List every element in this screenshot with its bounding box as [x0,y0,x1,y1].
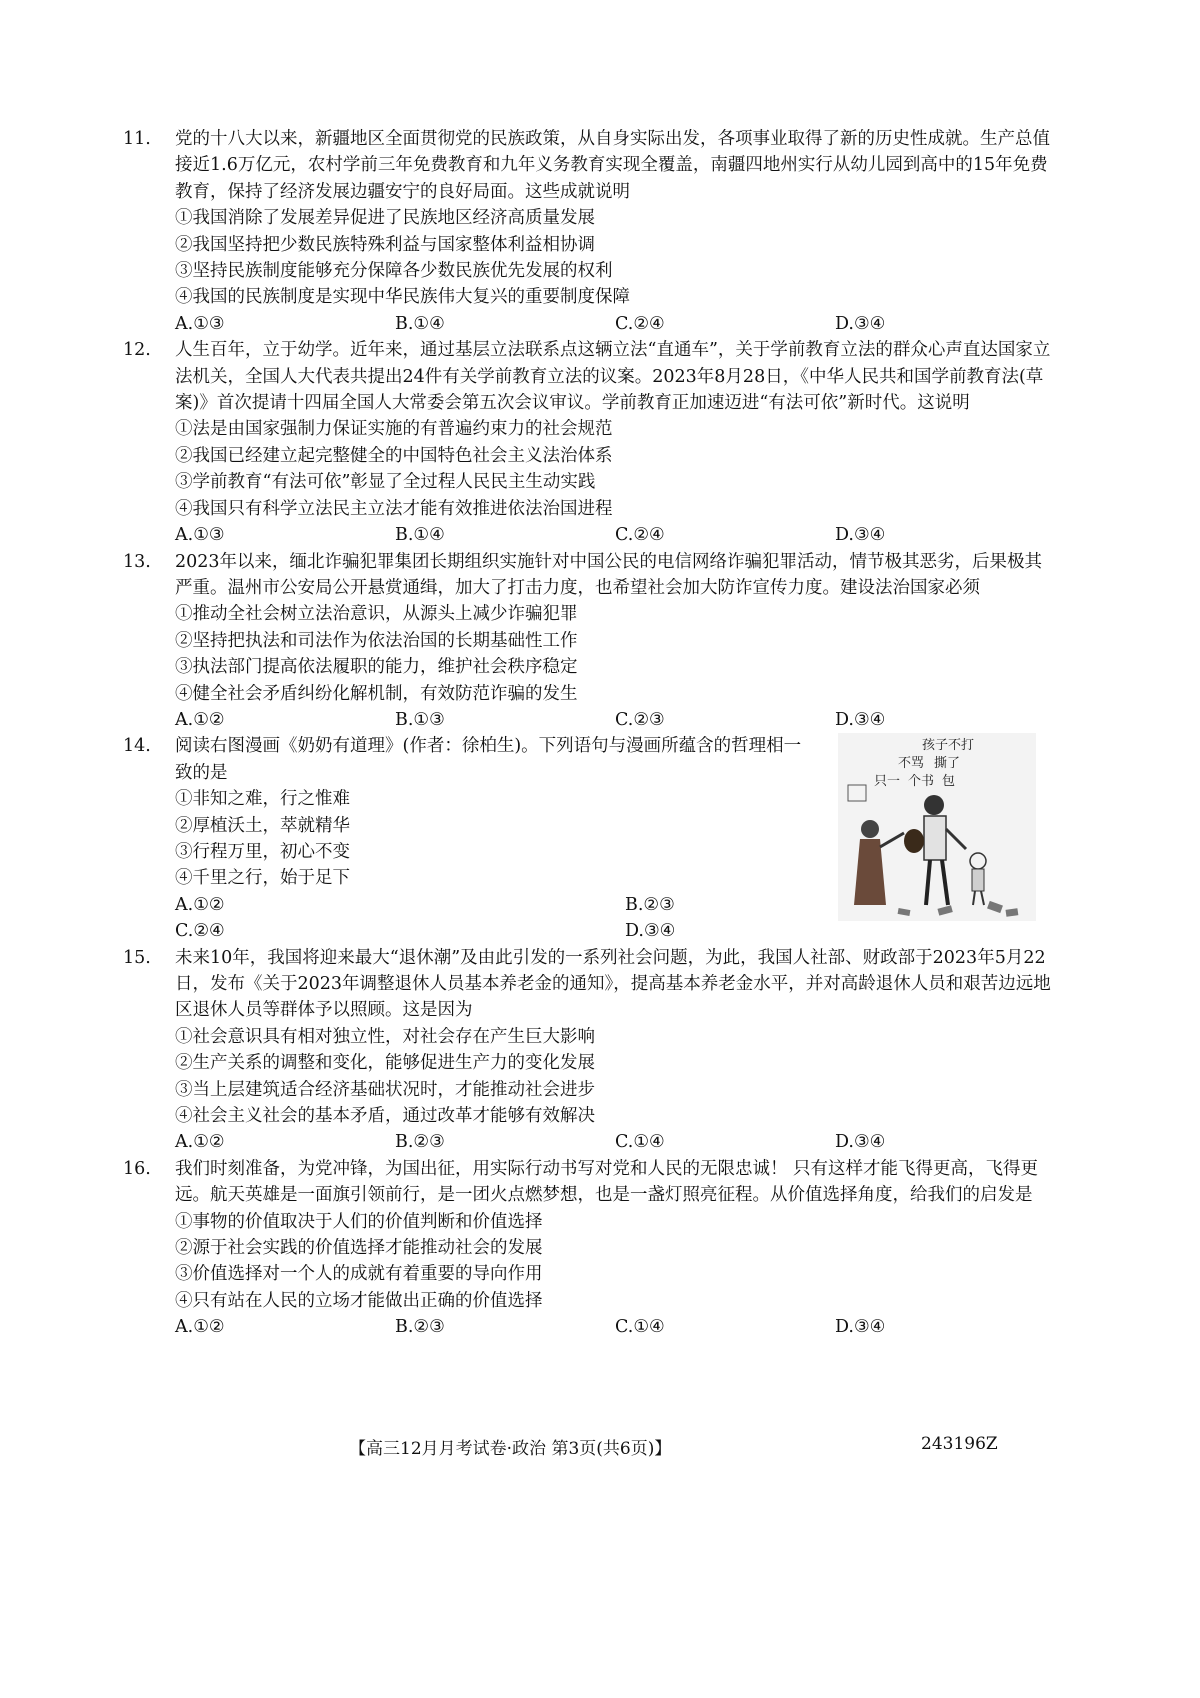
option-2: ②厚植沃土，萃就精华 [175,815,350,836]
question-stem: 人生百年，立于幼学。近年来，通过基层立法联系点这辆立法“直通车”，关于学前教育立法的群众心声直达国家立法机关，全国人大代表共提出24件有关学前教育立法的议案。2023年8月28日，《中华人民共和国学前教育法(草案)》首次提请十四届全国人大常委会第五次会议审议。学前教育正加速迈进“有法可依”新时代。这说明 [175,340,1051,414]
question-number: 12. [123,340,151,361]
option-1: ①法是由国家强制力保证实施的有普遍约束力的社会规范 [175,419,613,440]
question-number: 13. [123,551,151,572]
caption-col-5: 个书 [908,774,935,790]
question-13 [123,549,1058,734]
option-1: ①推动全社会树立法治意识，从源头上减少诈骗犯罪 [175,604,578,625]
option-1: ①社会意识具有相对独立性，对社会存在产生巨大影响 [175,1026,595,1047]
option-2: ②我国已经建立起完整健全的中国特色社会主义法治体系 [175,445,613,466]
question-list [123,126,1058,1341]
option-4: ④社会主义社会的基本矛盾，通过改革才能够有效解决 [175,1106,595,1127]
option-4: ④只有站在人民的立场才能做出正确的价值选择 [175,1290,543,1311]
choice-c: C.②③ [615,709,665,730]
caption-col-1: 孩子不打 [922,738,975,754]
footer-title: 【高三12月月考试卷·政治 第3页(共6页)】 [349,1439,672,1459]
option-3: ③当上层建筑适合经济基础状况时，才能推动社会进步 [175,1079,595,1100]
choice-a: A.①② [175,1132,225,1153]
option-1: ①我国消除了发展差异促进了民族地区经济高质量发展 [175,208,595,229]
option-3: ③坚持民族制度能够充分保障各少数民族优先发展的权利 [175,261,613,282]
caption-col-4: 只一 [874,774,901,790]
caption-col-6: 包 [942,774,956,790]
choice-c: C.①④ [615,1317,665,1338]
option-2: ②坚持把执法和司法作为依法治国的长期基础性工作 [175,630,578,651]
school-bag [904,829,924,853]
choice-d: D.③④ [835,1317,886,1338]
option-2: ②生产关系的调整和变化，能够促进生产力的变化发展 [175,1053,595,1074]
question-14 [123,733,1058,944]
question-stem: 2023年以来，缅北诈骗犯罪集团长期组织实施针对中国公民的电信网络诈骗犯罪活动，情节极其恶劣，后果极其严重。温州市公安局公开悬赏通缉，加大了打击力度，也希望社会加大防诈宣传力度。建设法治国家必须 [175,551,1043,598]
question-stem: 阅读右图漫画《奶奶有道理》(作者：徐柏生)。下列语句与漫画所蕴含的哲理相一致的是 [175,736,802,783]
choice-c: C.①④ [615,1132,665,1153]
option-3: ③价值选择对一个人的成就有着重要的导向作用 [175,1264,543,1285]
question-number: 14. [123,736,151,757]
question-15 [123,945,1058,1156]
option-2: ②源于社会实践的价值选择才能推动社会的发展 [175,1238,543,1259]
caption-col-3: 撕了 [934,756,961,772]
choice-a: A.①③ [175,525,225,546]
choice-d: D.③④ [625,921,676,942]
choice-c: C.②④ [615,313,665,334]
option-4: ④我国只有科学立法民主立法才能有效推进依法治国进程 [175,498,613,519]
option-3: ③行程万里，初心不变 [175,841,350,862]
cartoon-illustration [838,733,1036,921]
question-stem: 我们时刻准备，为党冲锋，为国出征，用实际行动书写对党和人民的无限忠诚！ 只有这样才能飞得更高，飞得更远。航天英雄是一面旗引领前行，是一团火点燃梦想，也是一盏灯照亮征程。从价值选择角度，给我们的启发是 [175,1158,1039,1206]
footer-code: 243196Z [921,1434,998,1454]
option-4: ④我国的民族制度是实现中华民族伟大复兴的重要制度保障 [175,287,630,308]
answer-choices [148,522,1058,548]
option-3: ③执法部门提高依法履职的能力，维护社会秩序稳定 [175,657,578,678]
choice-d: D.③④ [835,313,886,334]
answer-choices [148,311,1058,337]
option-3: ③学前教育“有法可依”彰显了全过程人民民主生动实践 [175,472,596,493]
choice-b: B.①④ [395,525,445,546]
option-1: ①非知之难，行之惟难 [175,789,350,810]
question-number: 15. [123,947,151,968]
choice-a: A.①② [175,894,225,915]
choice-b: B.①④ [395,313,445,334]
answer-choices [148,1129,1058,1155]
option-1: ①事物的价值取决于人们的价值判断和价值选择 [175,1211,543,1232]
choice-d: D.③④ [835,709,886,730]
option-4: ④千里之行，始于足下 [175,868,350,889]
page-footer [0,1434,1200,1464]
choice-b: B.②③ [395,1317,445,1338]
answer-choices [148,1314,1058,1340]
question-16 [123,1156,1058,1341]
choice-d: D.③④ [835,525,886,546]
question-stem: 未来10年，我国将迎来最大“退休潮”及由此引发的一系列社会问题，为此，我国人社部、财政部于2023年5月22日，发布《关于2023年调整退休人员基本养老金的通知》，提高基本养老金水平，并对高龄退休人员和艰苦边远地区退休人员等群体予以照顾。这是因为 [175,947,1051,1021]
question-number: 11. [123,129,151,149]
question-11 [123,126,1058,337]
answer-choices [148,707,1058,733]
choice-a: A.①② [175,1317,225,1338]
question-12 [123,337,1058,548]
choice-d: D.③④ [835,1132,886,1153]
choice-c: C.②④ [615,525,665,546]
question-number: 16. [123,1158,151,1179]
question-stem: 党的十八大以来，新疆地区全面贯彻党的民族政策，从自身实际出发，各项事业取得了新的历史性成就。生产总值接近1.6万亿元，农村学前三年免费教育和九年义务教育实现全覆盖，南疆四地州实行从幼儿园到高中的15年免费教育，保持了经济发展边疆安宁的良好局面。这些成就说明 [175,129,1050,202]
caption-col-2: 不骂 [898,756,925,772]
choice-b: B.①③ [395,709,445,730]
choice-c: C.②④ [175,921,225,942]
choice-a: A.①③ [175,313,225,334]
choice-b: B.②③ [625,894,675,915]
option-4: ④健全社会矛盾纠纷化解机制，有效防范诈骗的发生 [175,683,578,704]
option-2: ②我国坚持把少数民族特殊利益与国家整体利益相协调 [175,234,595,255]
choice-b: B.②③ [395,1132,445,1153]
choice-a: A.①② [175,709,225,730]
